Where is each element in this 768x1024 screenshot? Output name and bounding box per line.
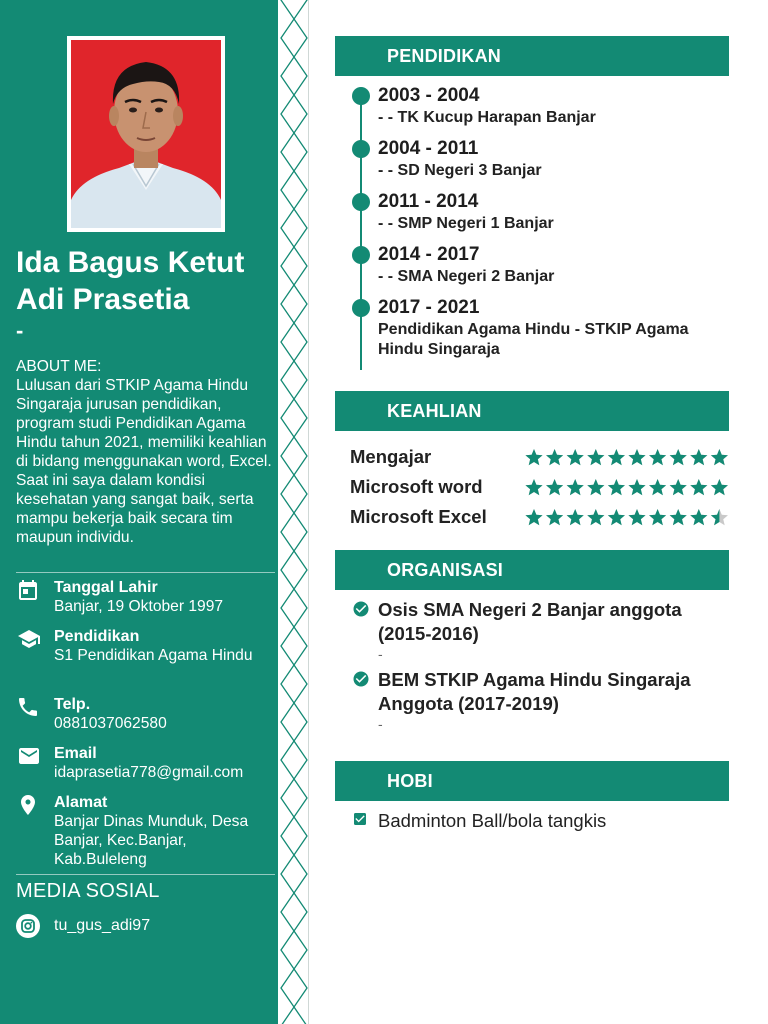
band-diamond [281, 741, 307, 779]
band-diamond [281, 437, 307, 475]
skill-rating-stars [525, 508, 731, 528]
band-diamond [281, 171, 307, 209]
education-years: 2017 - 2021 [378, 297, 480, 318]
band-diamond [281, 551, 307, 589]
star-filled [628, 479, 645, 495]
band-diamond [281, 589, 307, 627]
skill-row [350, 476, 730, 500]
education-desc: - - TK Kucup Harapan Banjar [378, 109, 596, 126]
contact-birth-value: Banjar, 19 Oktober 1997 [54, 598, 224, 615]
star-filled [649, 449, 666, 465]
star-filled [567, 479, 584, 495]
band-diamond [281, 665, 307, 703]
email-icon [16, 744, 44, 782]
education-years: 2003 - 2004 [378, 85, 480, 106]
star-filled [711, 449, 728, 465]
band-diamond [281, 893, 307, 931]
contact-address [16, 793, 278, 869]
band-diamond [281, 133, 307, 171]
star-filled [690, 509, 707, 525]
check-circle-icon [352, 670, 370, 693]
sidebar [0, 0, 278, 1024]
star-filled [587, 449, 604, 465]
star-filled [628, 509, 645, 525]
band-diamond [281, 323, 307, 361]
calendar-icon [16, 578, 44, 616]
band-border-line [308, 0, 309, 1024]
contact-email-title: Email [54, 745, 97, 762]
timeline-dot [352, 87, 370, 105]
star-filled [711, 479, 728, 495]
band-diamond [281, 285, 307, 323]
section-header-hobby: HOBI [335, 761, 729, 801]
education-timeline-line [360, 94, 362, 370]
skill-label: Microsoft word [350, 476, 483, 497]
skill-rating-stars [525, 448, 731, 468]
star-filled [525, 509, 542, 525]
media-sosial-title: MEDIA SOSIAL [16, 880, 160, 902]
star-filled [587, 479, 604, 495]
star-filled [690, 479, 707, 495]
star-filled [670, 449, 687, 465]
contact-email [16, 744, 278, 782]
band-diamond [281, 817, 307, 855]
band-diamond [281, 247, 307, 285]
social-instagram[interactable] [16, 914, 150, 938]
contact-address-title: Alamat [54, 794, 108, 811]
star-filled [628, 449, 645, 465]
band-diamond [281, 57, 307, 95]
star-filled [649, 509, 666, 525]
education-years: 2014 - 2017 [378, 244, 480, 265]
band-diamond [281, 931, 307, 969]
profile-name-dash: - [16, 318, 24, 343]
star-filled [567, 449, 584, 465]
star-filled [649, 479, 666, 495]
about-title: ABOUT ME: [16, 358, 102, 375]
hobby-label: Badminton Ball/bola tangkis [378, 810, 607, 831]
education-desc: Pendidikan Agama Hindu - STKIP Agama Hindu Singaraja [378, 321, 689, 358]
band-diamond [281, 0, 307, 19]
skill-label: Mengajar [350, 446, 432, 467]
contact-education-value: S1 Pendidikan Agama Hindu [54, 647, 253, 664]
band-diamond [281, 513, 307, 551]
check-circle-icon [352, 600, 370, 623]
band-diamond [281, 779, 307, 817]
profile-photo [71, 40, 221, 228]
education-years: 2004 - 2011 [378, 138, 479, 159]
instagram-handle: tu_gus_adi97 [54, 917, 151, 934]
timeline-dot [352, 140, 370, 158]
contact-phone-value: 0881037062580 [54, 715, 167, 732]
star-filled [670, 479, 687, 495]
profile-photo-frame [67, 36, 225, 232]
timeline-dot [352, 246, 370, 264]
location-pin-icon [16, 793, 44, 869]
timeline-dot [352, 193, 370, 211]
organization-title: Osis SMA Negeri 2 Banjar anggota (2015-2016) [378, 599, 682, 644]
hobby-item [352, 810, 606, 832]
section-header-organization: ORGANISASI [335, 550, 729, 590]
contact-education [16, 627, 278, 665]
contact-address-value: Banjar Dinas Munduk, Desa Banjar, Kec.Banjar, Kab.Buleleng [54, 813, 249, 868]
about-text: Lulusan dari STKIP Agama Hindu Singaraja jurusan pendidikan, program studi Pendidikan Agama Hindu tahun 2021, memiliki keahlian di bidang menggunakan word, Excel. Saat ini saya dalam kondisi kesehatan yang sangat baik, serta mampu bekerja baik secara tim maupun individu. [16, 377, 272, 546]
sidebar-divider-2 [16, 874, 275, 875]
band-diamond [281, 969, 307, 1007]
contact-phone-title: Telp. [54, 696, 91, 713]
star-filled [670, 509, 687, 525]
organization-dash: - [378, 646, 383, 662]
band-diamond [281, 627, 307, 665]
education-years: 2011 - 2014 [378, 191, 479, 212]
contact-birth [16, 578, 278, 616]
section-header-skills: KEAHLIAN [335, 391, 729, 431]
sidebar-divider [16, 572, 275, 573]
contact-email-value: idaprasetia778@gmail.com [54, 764, 244, 781]
education-desc: - - SD Negeri 3 Banjar [378, 162, 542, 179]
star-filled [608, 509, 625, 525]
skill-label: Microsoft Excel [350, 506, 487, 527]
band-diamond [281, 19, 307, 57]
contact-education-title: Pendidikan [54, 628, 140, 645]
contact-phone [16, 695, 278, 733]
star-filled [546, 449, 563, 465]
band-diamond [281, 855, 307, 893]
star-filled [690, 449, 707, 465]
checkbox-icon [352, 811, 368, 832]
star-filled [608, 449, 625, 465]
organization-dash: - [378, 716, 383, 732]
band-diamond [281, 361, 307, 399]
graduation-cap-icon [16, 627, 44, 665]
decorative-band [278, 0, 310, 1024]
star-filled [525, 449, 542, 465]
band-diamond [281, 703, 307, 741]
star-filled [587, 509, 604, 525]
education-desc: - - SMA Negeri 2 Banjar [378, 268, 555, 285]
instagram-icon [16, 914, 40, 938]
timeline-dot [352, 299, 370, 317]
phone-icon [16, 695, 44, 733]
section-header-education: PENDIDIKAN [335, 36, 729, 76]
skill-row [350, 506, 730, 530]
education-desc: - - SMP Negeri 1 Banjar [378, 215, 554, 232]
band-diamond [281, 399, 307, 437]
star-filled [525, 479, 542, 495]
band-diamond [281, 95, 307, 133]
organization-title: BEM STKIP Agama Hindu Singaraja Anggota (2017-2019) [378, 669, 691, 714]
about-me [16, 357, 272, 547]
band-diamond [281, 475, 307, 513]
star-filled [608, 479, 625, 495]
skill-row [350, 446, 730, 470]
star-filled [567, 509, 584, 525]
star-filled [546, 509, 563, 525]
skill-rating-stars [525, 478, 731, 498]
band-diamond [281, 209, 307, 247]
profile-name: Ida Bagus Ketut Adi Prasetia [16, 246, 245, 316]
band-diamond [281, 1007, 307, 1024]
contact-birth-title: Tanggal Lahir [54, 579, 158, 596]
star-filled [546, 479, 563, 495]
